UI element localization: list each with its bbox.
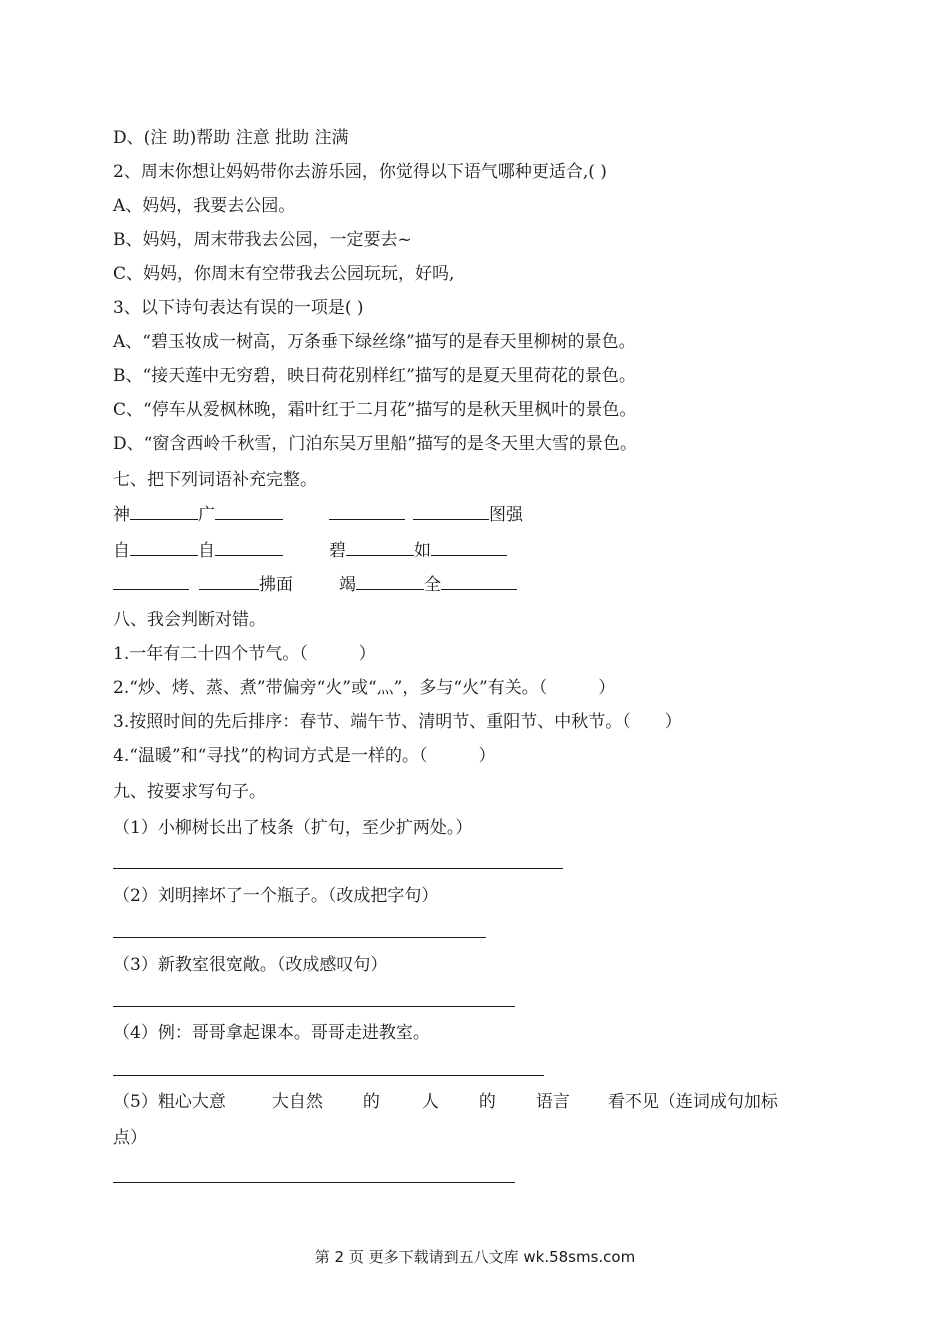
- judge-2: 2.“炒、烤、蒸、煮”带偏旁“火”或“灬”，多与“火”有关。（ ）: [113, 678, 616, 698]
- sentence-task-1: （1）小柳树长出了枝条（扩句，至少扩两处。）: [113, 818, 473, 838]
- word-card: 人: [421, 1092, 439, 1112]
- fill-blank[interactable]: [356, 572, 424, 590]
- fill-blank[interactable]: [346, 538, 414, 556]
- fill-char: 碧: [329, 541, 346, 561]
- q2-option-a: A、妈妈，我要去公园。: [113, 196, 296, 216]
- q3-option-c: C、“停车从爱枫林晚，霜叶红于二月花”描写的是秋天里枫叶的景色。: [113, 400, 637, 420]
- task-5-label: （5）: [113, 1092, 158, 1112]
- answer-line-2[interactable]: [113, 937, 486, 938]
- section-9-title: 九、按要求写句子。: [113, 782, 266, 802]
- fill-row-3: [113, 572, 517, 597]
- answer-line-1[interactable]: [113, 868, 563, 869]
- word-card: 的: [478, 1092, 496, 1112]
- judge-3: 3.按照时间的先后排序：春节、端午节、清明节、重阳节、中秋节。（ ）: [113, 712, 682, 732]
- fill-char: 自: [198, 541, 215, 561]
- fill-char: 图强: [489, 505, 523, 525]
- question-2: 2、周末你想让妈妈带你去游乐园，你觉得以下语气哪种更适合,( ): [113, 162, 607, 182]
- fill-char: 拂面: [259, 575, 293, 595]
- fill-char: 竭: [339, 575, 356, 595]
- fill-blank[interactable]: [215, 502, 283, 520]
- answer-line-3[interactable]: [113, 1006, 515, 1007]
- q3-option-a: A、“碧玉妆成一树高，万条垂下绿丝绦”描写的是春天里柳树的景色。: [113, 332, 636, 352]
- answer-line-4[interactable]: [113, 1075, 544, 1076]
- word-card: 粗心大意: [157, 1092, 226, 1112]
- sentence-task-2: （2）刘明摔坏了一个瓶子。（改成把字句）: [113, 886, 439, 906]
- sentence-task-4: （4）例：哥哥拿起课本。哥哥走进教室。: [113, 1023, 430, 1043]
- sentence-task-3: （3）新教室很宽敞。（改成感叹句）: [113, 955, 388, 975]
- word-card: 大自然: [271, 1092, 323, 1112]
- fill-blank[interactable]: [113, 572, 189, 590]
- q2-option-b: B、妈妈，周末带我去公园，一定要去~: [113, 230, 412, 250]
- answer-line-5[interactable]: [113, 1182, 515, 1183]
- fill-blank[interactable]: [130, 502, 198, 520]
- page-footer: 第 2 页 更多下载请到五八文库 wk.58sms.com: [314, 1248, 636, 1266]
- fill-blank[interactable]: [329, 502, 405, 520]
- fill-blank[interactable]: [431, 538, 507, 556]
- q2-option-c: C、妈妈，你周末有空带我去公园玩玩，好吗,: [113, 264, 455, 284]
- sentence-task-5-tail: 点）: [113, 1128, 147, 1148]
- word-card: 的: [362, 1092, 380, 1112]
- fill-blank[interactable]: [441, 572, 517, 590]
- fill-blank[interactable]: [130, 538, 198, 556]
- section-7-title: 七、把下列词语补充完整。: [113, 470, 317, 490]
- fill-char: 如: [414, 541, 431, 561]
- word-card: 语言: [535, 1092, 570, 1112]
- q1-option-d: D、(注 助)帮助 注意 批助 注满: [113, 128, 349, 148]
- judge-1: 1.一年有二十四个节气。（ ）: [113, 644, 376, 664]
- word-card: 看不见（连词成句加标: [607, 1092, 778, 1112]
- q3-option-b: B、“接天莲中无穷碧，映日荷花别样红”描写的是夏天里荷花的景色。: [113, 366, 636, 386]
- fill-row-1: [113, 502, 523, 527]
- fill-char: 广: [198, 505, 215, 525]
- fill-blank[interactable]: [413, 502, 489, 520]
- fill-char: 神: [113, 505, 130, 525]
- fill-char: 自: [113, 541, 130, 561]
- section-8-title: 八、我会判断对错。: [113, 610, 266, 630]
- judge-4: 4.“温暖”和“寻找”的构词方式是一样的。（ ）: [113, 746, 496, 766]
- sentence-task-5: [113, 1090, 778, 1114]
- fill-char: 全: [424, 575, 441, 595]
- q3-option-d: D、“窗含西岭千秋雪，门泊东吴万里船”描写的是冬天里大雪的景色。: [113, 434, 638, 454]
- fill-blank[interactable]: [199, 572, 259, 590]
- question-3: 3、以下诗句表达有误的一项是( ): [113, 298, 364, 318]
- fill-blank[interactable]: [215, 538, 283, 556]
- fill-row-2: [113, 538, 507, 563]
